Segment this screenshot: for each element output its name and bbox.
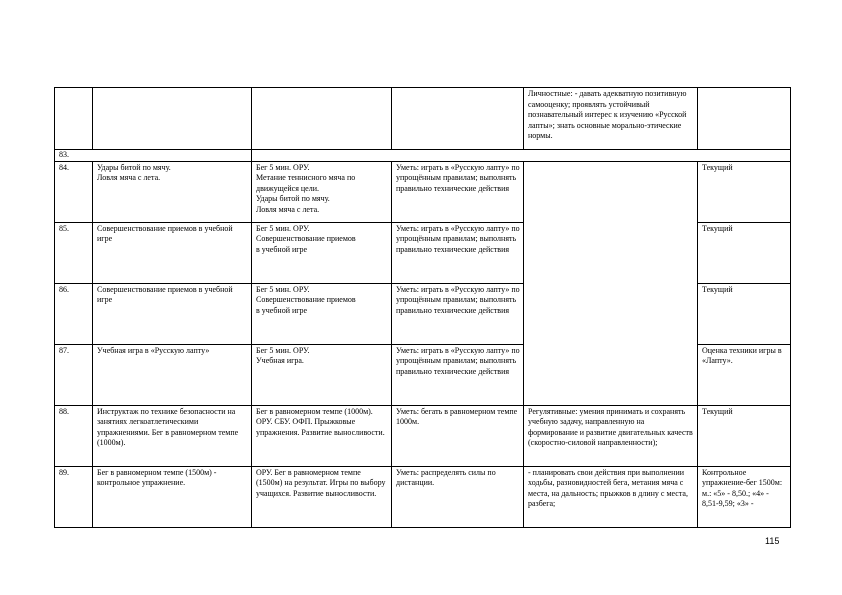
table-row: [55, 466, 791, 527]
cell-skills: Уметь: играть в «Русскую лапту» по упрощённым правилам; выполнять правильно технические действия: [392, 161, 524, 222]
cell-content: Бег 5 мин. ОРУ. Совершенствование приемов в учебной игре: [252, 222, 392, 283]
cell-topic: Совершенствование приемов в учебной игре: [93, 222, 252, 283]
cell-num: 89.: [55, 466, 93, 527]
cell-results: Регулятивные: умения принимать и сохранять учебную задачу, направленную на формирование и развитие двигательных качеств (скоростно-силовой направленности);: [524, 405, 698, 466]
cell-topic: Совершенствование приемов в учебной игре: [93, 283, 252, 344]
cell-topic: Инструктаж по технике безопасности на занятиях легкоатлетическими упражнениями. Бег в равномерном темпе (1000м).: [93, 405, 252, 466]
table-row: [55, 161, 791, 222]
cell-num: 85.: [55, 222, 93, 283]
cell-topic: Учебная игра в «Русскую лапту»: [93, 344, 252, 405]
cell-content: Бег 5 мин. ОРУ. Метание теннисного мяча по движущейся цели. Удары битой по мячу. Ловля мяча с лета.: [252, 161, 392, 222]
cell-control: Оценка техники игры в «Лапту».: [698, 344, 791, 405]
cell-content: [252, 88, 392, 150]
cell-content: Бег в равномерном темпе (1000м). ОРУ. СБУ. ОФП. Прыжковые упражнения. Развитие выносливости.: [252, 405, 392, 466]
cell-results: - планировать свои действия при выполнении ходьбы, разновидностей бега, метания мяча с места, на дальность; прыжков в длину с места, разбега;: [524, 466, 698, 527]
cell-control: Контрольное упражнение-бег 1500м: м.: «5» - 8,50.; «4» - 8,51-9,59; «3» -: [698, 466, 791, 527]
cell-control: Текущий: [698, 161, 791, 222]
cell-skills: Уметь: бегать в равномерном темпе 1000м.: [392, 405, 524, 466]
cell-skills: Уметь: распределять силы по дистанции.: [392, 466, 524, 527]
cell-skills: Уметь: играть в «Русскую лапту» по упрощённым правилам; выполнять правильно технические действия: [392, 222, 524, 283]
cell-topic: [93, 88, 252, 150]
cell-skills: Уметь: играть в «Русскую лапту» по упрощённым правилам; выполнять правильно технические действия: [392, 283, 524, 344]
cell-num: 83.: [55, 150, 252, 162]
cell-content: ОРУ. Бег в равномерном темпе (1500м) на результат. Игры по выбору учащихся. Развитие выносливости.: [252, 466, 392, 527]
cell-num: 87.: [55, 344, 93, 405]
table-row: [55, 405, 791, 466]
page-number: 115: [765, 536, 780, 546]
cell-content: Бег 5 мин. ОРУ. Учебная игра.: [252, 344, 392, 405]
lesson-plan-table: [54, 87, 791, 528]
cell-skills: Уметь: играть в «Русскую лапту» по упрощённым правилам; выполнять правильно технические действия: [392, 344, 524, 405]
cell-num: [55, 88, 93, 150]
cell-control: [698, 88, 791, 150]
cell-skills: [392, 88, 524, 150]
cell-topic: Бег в равномерном темпе (1500м) - контрольное упражнение.: [93, 466, 252, 527]
cell-results: [524, 161, 698, 405]
cell-num: 84.: [55, 161, 93, 222]
table-row: [55, 150, 791, 162]
cell-control: Текущий: [698, 405, 791, 466]
cell-results: Личностные: - давать адекватную позитивную самооценку; проявлять устойчивый познавательный интерес к изучению «Русской лапты»; знать основные морально-этические нормы.: [524, 88, 698, 150]
cell-content: Бег 5 мин. ОРУ. Совершенствование приемов в учебной игре: [252, 283, 392, 344]
cell-control: Текущий: [698, 222, 791, 283]
cell-num: 88.: [55, 405, 93, 466]
table-row: [55, 88, 791, 150]
cell-control: Текущий: [698, 283, 791, 344]
cell-num: 86.: [55, 283, 93, 344]
cell-topic: Удары битой по мячу. Ловля мяча с лета.: [93, 161, 252, 222]
cell-empty: [252, 150, 791, 162]
